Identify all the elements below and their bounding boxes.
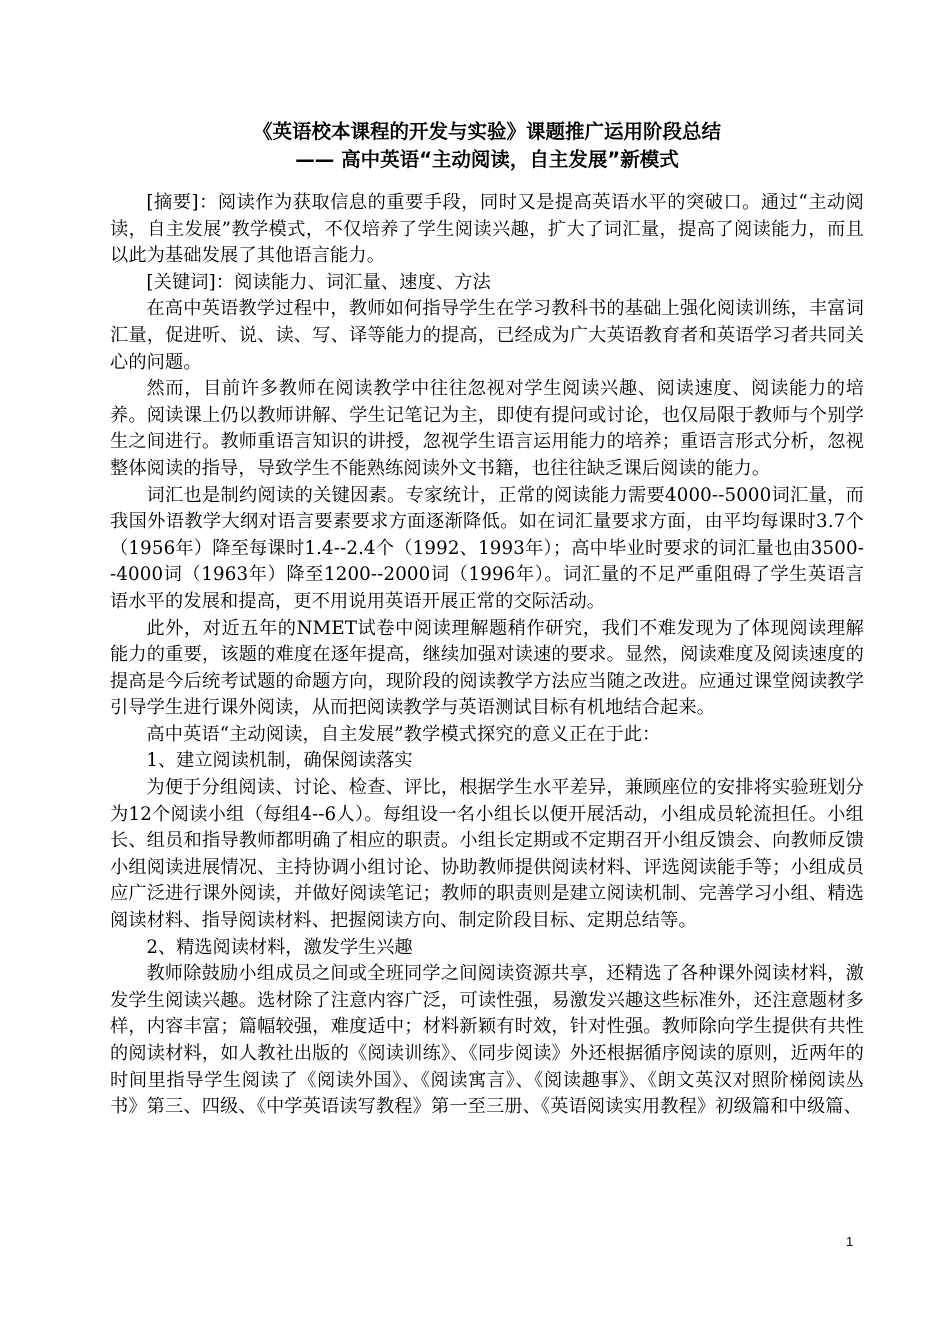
body-paragraph: 在高中英语教学过程中，教师如何指导学生在学习教科书的基础上强化阅读训练，丰富词汇量，促进听、说、读、写、译等能力的提高，已经成为广大英语教育者和英语学习者共同关心的问题。 bbox=[110, 298, 864, 373]
keywords-text: 阅读能力、词汇量、速度、方法 bbox=[234, 271, 491, 293]
abstract-paragraph bbox=[110, 190, 864, 270]
section-heading-1: 1、建立阅读机制，确保阅读落实 bbox=[146, 750, 413, 772]
body-paragraph: 词汇也是制约阅读的关键因素。专家统计，正常的阅读能力需要4000--5000词汇量，而我国外语教学大纲对语言要素要求方面逐渐降低。如在词汇量要求方面，由平均每课时3.7个（1956年）降至每课时1.4--2.4个（1992、1993年）；高中毕业时要求的词汇量也由3500--4000词（1963年）降至1200--2000词（1996年）。词汇量的不足严重阻碍了学生英语言语水平的发展和提高，更不用说用英语开展正常的交际活动。 bbox=[110, 484, 864, 612]
abstract-text: 阅读作为获取信息的重要手段，同时又是提高英语水平的突破口。通过“主动阅读，自主发展”教学模式，不仅培养了学生阅读兴趣，扩大了词汇量，提高了阅读能力，而且以此为基础发展了其他语言能力。 bbox=[110, 192, 864, 267]
document-subtitle: —— 高中英语“主动阅读，自主发展”新模式 bbox=[295, 148, 679, 171]
page-number: 1 bbox=[846, 1234, 854, 1249]
abstract-label: [摘要]： bbox=[146, 192, 218, 213]
section-paragraph-1: 为便于分组阅读、讨论、检查、评比，根据学生水平差异，兼顾座位的安排将实验班划分为12个阅读小组（每组4--6人）。每组设一名小组长以便开展活动，小组成员轮流担任。小组长、组员和指导教师都明确了相应的职责。小组长定期或不定期召开小组反馈会、向教师反馈小组阅读进展情况、主持协调小组讨论、协助教师提供阅读材料、评选阅读能手等；小组成员应广泛进行课外阅读，并做好阅读笔记；教师的职责则是建立阅读机制、完善学习小组、精选阅读材料、指导阅读材料、把握阅读方向、制定阶段目标、定期总结等。 bbox=[110, 777, 864, 932]
keywords-label: [关键词]： bbox=[146, 271, 235, 293]
document-title: 《英语校本课程的开发与实验》课题推广运用阶段总结 bbox=[252, 120, 721, 143]
section-heading-2: 2、精选阅读材料，激发学生兴趣 bbox=[146, 936, 413, 958]
body-paragraph: 此外，对近五年的NMET试卷中阅读理解题稍作研究，我们不难发现为了体现阅读理解能力的重要，该题的难度在逐年提高，继续加强对读速的要求。显然，阅读难度及阅读速度的提高是今后统考试题的命题方向，现阶段的阅读教学方法应当随之改进。应通过课堂阅读教学引导学生进行课外阅读，从而把阅读教学与英语测试目标有机地结合起来。 bbox=[110, 617, 864, 719]
section-paragraph-2: 教师除鼓励小组成员之间或全班同学之间阅读资源共享，还精选了各种课外阅读材料，激发学生阅读兴趣。选材除了注意内容广泛，可读性强，易激发兴趣这些标准外，还注意题材多样，内容丰富；篇幅较强，难度适中；材料新颖有时效，针对性强。教师除向学生提供有共性的阅读材料，如人教社出版的《阅读训练》、《同步阅读》外还根据循序阅读的原则，近两年的时间里指导学生阅读了《阅读外国》、《阅读寓言》、《阅读趣事》、《朗文英汉对照阶梯阅读丛书》第三、四级、《中学英语读写教程》第一至三册、《英语阅读实用教程》初级篇和中级篇、 bbox=[110, 963, 864, 1118]
body-paragraph: 然而，目前许多教师在阅读教学中往往忽视对学生阅读兴趣、阅读速度、阅读能力的培养。阅读课上仍以教师讲解、学生记笔记为主，即使有提问或讨论，也仅局限于教师与个别学生之间进行。教师重语言知识的讲授，忽视学生语言运用能力的培养；重语言形式分析，忽视整体阅读的指导，导致学生不能熟练阅读外文书籍，也往往缺乏课后阅读的能力。 bbox=[110, 378, 864, 479]
document-body bbox=[110, 118, 864, 1121]
body-paragraph: 高中英语“主动阅读，自主发展”教学模式探究的意义正在于此： bbox=[146, 723, 661, 745]
keywords-paragraph bbox=[110, 270, 864, 297]
